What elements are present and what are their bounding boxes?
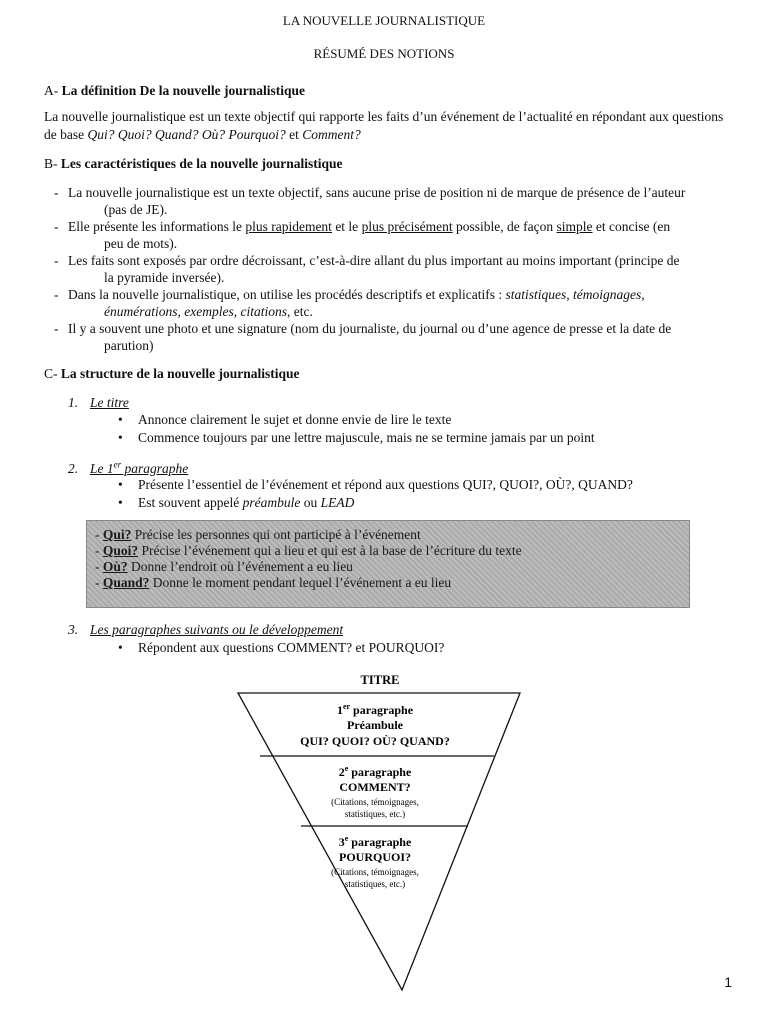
subsection-title: Les paragraphes suivants ou le développement <box>90 622 344 637</box>
title-sup: er <box>113 459 122 469</box>
list-item <box>118 494 633 512</box>
box-question: Où? <box>102 559 128 574</box>
item-text: Est souvent appelé <box>138 495 243 510</box>
item-text: , etc. <box>286 304 313 319</box>
underlined-term: plus rapidement <box>245 219 332 234</box>
subsection-title: Le titre <box>90 395 129 410</box>
pyramid-level-3-line3: (Citations, témoignages, <box>331 867 419 877</box>
underlined-term: simple <box>556 219 593 234</box>
italic-term: statistiques, témoignages, <box>505 287 645 302</box>
pyramid-level-2-line4: statistiques, etc.) <box>344 809 406 819</box>
definition-questions: Qui? Quoi? Quand? Où? Pourquoi? <box>87 127 286 142</box>
subsection-2-heading <box>68 459 188 477</box>
section-b-letter: B- <box>44 156 58 171</box>
subsection-number: 2. <box>68 460 79 476</box>
italic-term: préambule <box>242 495 301 510</box>
document-subtitle: RÉSUMÉ DES NOTIONS <box>313 46 455 61</box>
pyramid-level-1-heading: 1er paragraphe <box>336 702 414 717</box>
section-c-heading <box>44 366 300 382</box>
section-b-heading <box>44 156 342 172</box>
section-a-letter: A- <box>44 83 59 98</box>
box-line: - Où? Donne l’endroit où l’événement a eu lieu <box>95 559 353 574</box>
subsection-number: 3. <box>68 622 79 637</box>
box-line: - Qui? Précise les personnes qui ont participé à l’événement <box>95 527 421 542</box>
pyramid-level-1-line3: QUI? QUOI? OÙ? QUAND? <box>300 734 450 748</box>
italic-term: LEAD <box>320 495 355 510</box>
title-part: Le 1 <box>90 460 114 476</box>
page-number: 1 <box>724 974 732 990</box>
pyramid-level-3-line4: statistiques, etc.) <box>344 879 406 889</box>
section-a-title: La définition De la nouvelle journalistique <box>61 83 306 98</box>
definition-comment: Comment? <box>302 127 361 142</box>
underlined-term: plus précisément <box>361 219 453 234</box>
section-c-title: La structure de la nouvelle journalistique <box>60 366 300 381</box>
box-question: Qui? <box>102 527 132 542</box>
subsection-number: 1. <box>68 395 79 410</box>
item-text: et le <box>331 219 362 234</box>
list-item <box>54 218 744 252</box>
definition-text: La nouvelle journalistique est un texte objectif qui rapporte les faits d’un événement de l’actualité en répondant aux questions de base <box>44 109 724 142</box>
box-question: Quoi? <box>102 543 139 558</box>
box-text: Donne l’endroit où l’événement a eu lieu <box>127 559 353 574</box>
subsection-1-heading <box>68 395 129 411</box>
pyramid-level-3-heading: 3e paragraphe <box>338 834 412 849</box>
pyramid-level-2-line3: (Citations, témoignages, <box>331 797 419 807</box>
item-text: Elle présente les informations le <box>68 219 246 234</box>
item-text-cont: peu de mots). <box>104 236 178 251</box>
list-item <box>54 184 744 218</box>
subsection-1-bullets <box>118 411 595 447</box>
document-title: LA NOUVELLE JOURNALISTIQUE <box>282 13 486 28</box>
section-b-title: Les caractéristiques de la nouvelle journalistique <box>60 156 343 171</box>
box-line: - Quand? Donne le moment pendant lequel l’événement a eu lieu <box>95 575 452 590</box>
item-text-cont: (pas de JE). <box>104 202 168 217</box>
pyramid-level-2-line2: COMMENT? <box>339 780 411 794</box>
section-c-letter: C- <box>44 366 58 381</box>
definition-and: et <box>285 127 303 142</box>
box-question: Quand? <box>102 575 150 590</box>
list-item <box>54 252 744 286</box>
item-text: possible, de façon <box>452 219 557 234</box>
list-item: • Commence toujours par une lettre majuscule, mais ne se termine jamais par un point <box>118 429 595 447</box>
item-text-cont: la pyramide inversée). <box>104 270 225 285</box>
section-a-heading <box>44 83 305 99</box>
item-text: et concise (en <box>592 219 671 234</box>
pyramid-level-2-heading: 2e paragraphe <box>338 764 412 779</box>
box-text: Donne le moment pendant lequel l’événement a eu lieu <box>149 575 452 590</box>
pyramid-level-1-line2: Préambule <box>347 718 403 732</box>
item-text: Les faits sont exposés par ordre décroissant, c’est-à-dire allant du plus important au moins important (principe de <box>68 253 680 268</box>
list-item: • Annonce clairement le sujet et donne envie de lire le texte <box>118 411 595 429</box>
list-item <box>54 286 744 320</box>
subsection-2-bullets <box>118 476 633 512</box>
list-item <box>54 320 744 354</box>
subsection-3-bullets <box>118 639 444 657</box>
item-text: La nouvelle journalistique est un texte objectif, sans aucune prise de position ni de marque de présence de l’auteur <box>68 185 686 200</box>
subsection-title <box>90 461 188 476</box>
item-text: Il y a souvent une photo et une signature (nom du journaliste, du journal ou d’une agence de presse et la date de <box>68 321 672 336</box>
list-item: • Présente l’essentiel de l’événement et répond aux questions QUI?, QUOI?, OÙ?, QUAND? <box>118 476 633 494</box>
box-text: Précise les personnes qui ont participé à l’événement <box>131 527 421 542</box>
pyramid-level-3-line2: POURQUOI? <box>339 850 411 864</box>
list-item: • Répondent aux questions COMMENT? et POURQUOI? <box>118 639 444 657</box>
lead-questions-box <box>86 520 690 608</box>
subsection-3-heading <box>68 622 343 638</box>
box-line: - Quoi? Précise l’événement qui a lieu et qui est à la base de l’écriture du texte <box>95 543 522 558</box>
item-text: ou <box>300 495 321 510</box>
italic-term: énumérations, exemples, citations <box>104 304 287 319</box>
item-text-cont: parution) <box>104 338 154 353</box>
section-a-definition <box>44 108 734 144</box>
title-part: paragraphe <box>121 460 189 476</box>
inverted-pyramid-diagram <box>230 668 530 998</box>
item-text: Dans la nouvelle journalistique, on utilise les procédés descriptifs et explicatifs : <box>68 287 506 302</box>
pyramid-title-label: TITRE <box>360 673 400 687</box>
box-text: Précise l’événement qui a lieu et qui est à la base de l’écriture du texte <box>138 543 522 558</box>
characteristics-list <box>54 184 744 354</box>
